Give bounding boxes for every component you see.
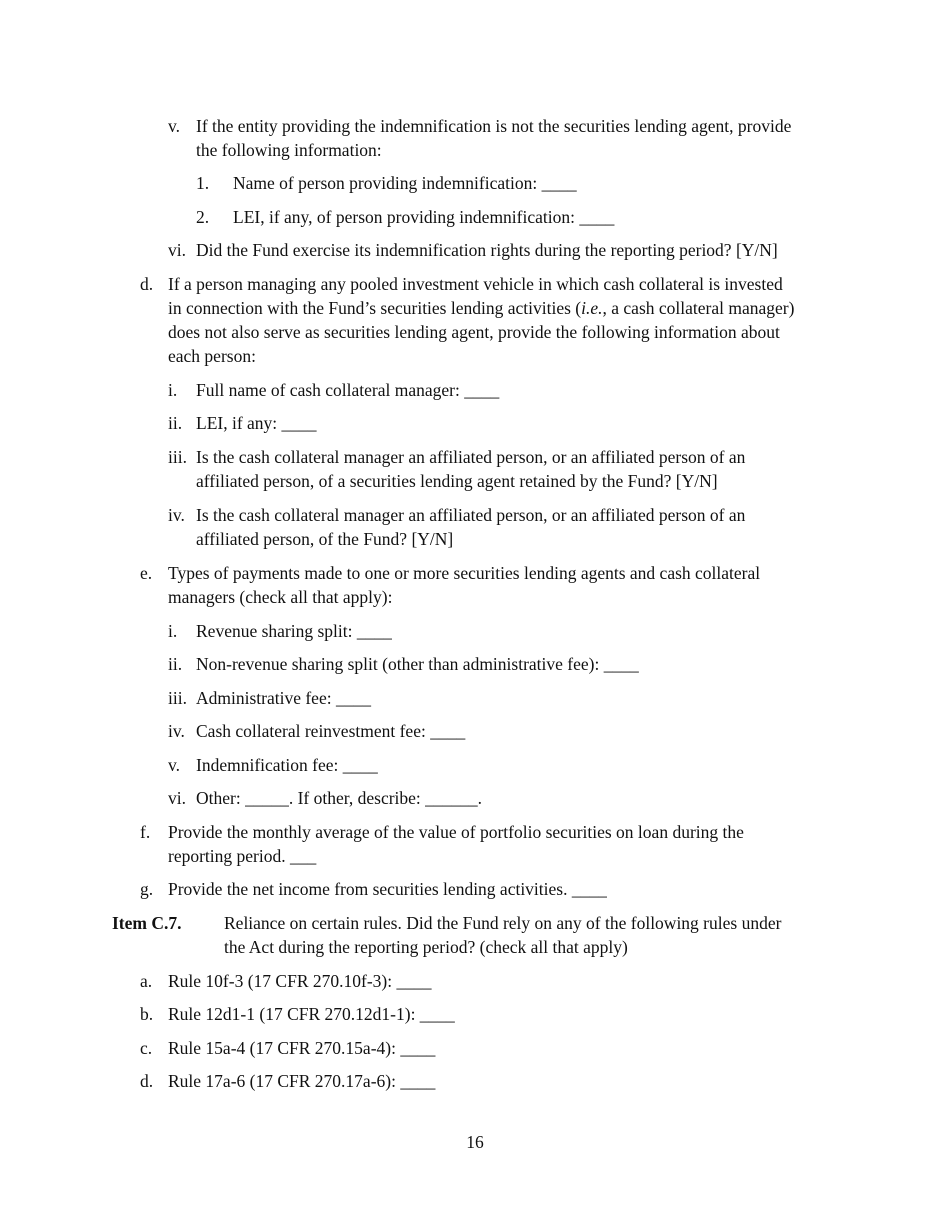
item-f: [140, 820, 744, 844]
item-c7-d: [140, 1069, 435, 1093]
item-d-iv: [168, 503, 745, 527]
item-c7-c-label: c.: [140, 1038, 153, 1058]
item-e-iii-label: iii.: [168, 688, 187, 708]
item-e-iv: [168, 719, 465, 743]
item-c7: [112, 911, 781, 935]
item-e-iv-text: Cash collateral reinvestment fee: ____: [196, 721, 466, 741]
item-vi: [168, 238, 778, 262]
item-f-cont: [168, 844, 316, 868]
item-c7-c: [140, 1036, 435, 1060]
item-d-text-2-pre: in connection with the Fund’s securities lending activities (: [168, 298, 582, 318]
item-v-cont: [196, 138, 382, 162]
item-c7-d-text: Rule 17a-6 (17 CFR 270.17a-6): ____: [168, 1071, 436, 1091]
item-c7-text: Reliance on certain rules. Did the Fund rely on any of the following rules under: [224, 913, 782, 933]
sub-2-text: LEI, if any, of person providing indemnification: ____: [233, 207, 615, 227]
item-c7-b: [140, 1002, 455, 1026]
item-vi-label: vi.: [168, 240, 186, 260]
item-e-vi-text: Other: _____. If other, describe: ______.: [196, 788, 483, 808]
item-e-i: [168, 619, 392, 643]
item-e-cont: [168, 585, 392, 609]
item-e-vi-label: vi.: [168, 788, 186, 808]
item-f-text: Provide the monthly average of the value of portfolio securities on loan during the: [168, 822, 744, 842]
item-d-iv-label: iv.: [168, 505, 185, 525]
item-g-text: Provide the net income from securities lending activities. ____: [168, 879, 607, 899]
item-e-label: e.: [140, 563, 153, 583]
item-e-ii-text: Non-revenue sharing split (other than administrative fee): ____: [196, 654, 639, 674]
item-v-sub-1: [196, 171, 577, 195]
item-e-text: Types of payments made to one or more securities lending agents and cash collateral: [168, 563, 761, 583]
item-e-iv-label: iv.: [168, 721, 185, 741]
sub-2-label: 2.: [196, 207, 210, 227]
item-d-i-text: Full name of cash collateral manager: ____: [196, 380, 500, 400]
item-d-iv-cont: [196, 527, 453, 551]
item-e-v: [168, 753, 378, 777]
item-d-label: d.: [140, 274, 154, 294]
item-v-sub-2: [196, 205, 614, 229]
item-d-text: If a person managing any pooled investment vehicle in which cash collateral is invested: [168, 274, 783, 294]
item-vi-text: Did the Fund exercise its indemnification rights during the reporting period? [Y/N]: [196, 240, 778, 260]
item-e-ii: [168, 652, 639, 676]
item-d-text-4: each person:: [168, 346, 256, 366]
sub-1-text: Name of person providing indemnification: ____: [233, 173, 577, 193]
item-d-ii-text: LEI, if any: ____: [196, 413, 317, 433]
item-e-i-label: i.: [168, 621, 178, 641]
item-v-text: If the entity providing the indemnification is not the securities lending agent, provide: [196, 116, 792, 136]
item-e-vi: [168, 786, 482, 810]
item-g: [140, 877, 607, 901]
item-d-iii-text-2: affiliated person, of a securities lending agent retained by the Fund? [Y/N]: [196, 471, 718, 491]
item-c7-b-label: b.: [140, 1004, 154, 1024]
item-f-label: f.: [140, 822, 151, 842]
item-e-v-text: Indemnification fee: ____: [196, 755, 378, 775]
item-f-text-2: reporting period. ___: [168, 846, 317, 866]
item-d-text-2-em: i.e.: [581, 298, 603, 318]
item-d-ii-label: ii.: [168, 413, 183, 433]
item-d-iii-cont: [196, 469, 718, 493]
item-d-cont-2: [168, 320, 780, 344]
item-e-text-2: managers (check all that apply):: [168, 587, 393, 607]
item-d-i-label: i.: [168, 380, 178, 400]
item-d: [140, 272, 783, 296]
item-e-v-label: v.: [168, 755, 180, 775]
item-v-label: v.: [168, 116, 180, 136]
item-d-iii-label: iii.: [168, 447, 187, 467]
item-v: [168, 114, 791, 138]
page-number: 16: [466, 1132, 484, 1152]
item-c7-b-text: Rule 12d1-1 (17 CFR 270.12d1-1): ____: [168, 1004, 455, 1024]
item-d-ii: [168, 411, 317, 435]
item-c7-d-label: d.: [140, 1071, 154, 1091]
item-v-text-2: the following information:: [196, 140, 382, 160]
item-d-text-3: does not also serve as securities lending agent, provide the following information about: [168, 322, 780, 342]
item-d-iv-text: Is the cash collateral manager an affiliated person, or an affiliated person of an: [196, 505, 746, 525]
item-d-cont-1: [168, 296, 794, 320]
item-e: [140, 561, 760, 585]
item-d-text-2: [168, 296, 794, 320]
item-d-iv-text-2: affiliated person, of the Fund? [Y/N]: [196, 529, 454, 549]
item-d-iii: [168, 445, 745, 469]
item-e-i-text: Revenue sharing split: ____: [196, 621, 392, 641]
sub-1-label: 1.: [196, 173, 210, 193]
item-d-text-2-post: , a cash collateral manager): [602, 298, 795, 318]
item-c7-a-label: a.: [140, 971, 153, 991]
item-d-iii-text: Is the cash collateral manager an affiliated person, or an affiliated person of an: [196, 447, 746, 467]
item-d-cont-3: [168, 344, 256, 368]
item-c7-label: Item C.7.: [112, 913, 182, 933]
item-e-ii-label: ii.: [168, 654, 183, 674]
item-c7-cont: [224, 935, 628, 959]
item-c7-a: [140, 969, 431, 993]
item-e-iii: [168, 686, 371, 710]
item-c7-c-text: Rule 15a-4 (17 CFR 270.15a-4): ____: [168, 1038, 436, 1058]
item-c7-text-2: the Act during the reporting period? (check all that apply): [224, 937, 628, 957]
item-d-i: [168, 378, 499, 402]
item-e-iii-text: Administrative fee: ____: [196, 688, 371, 708]
item-c7-a-text: Rule 10f-3 (17 CFR 270.10f-3): ____: [168, 971, 432, 991]
item-g-label: g.: [140, 879, 154, 899]
